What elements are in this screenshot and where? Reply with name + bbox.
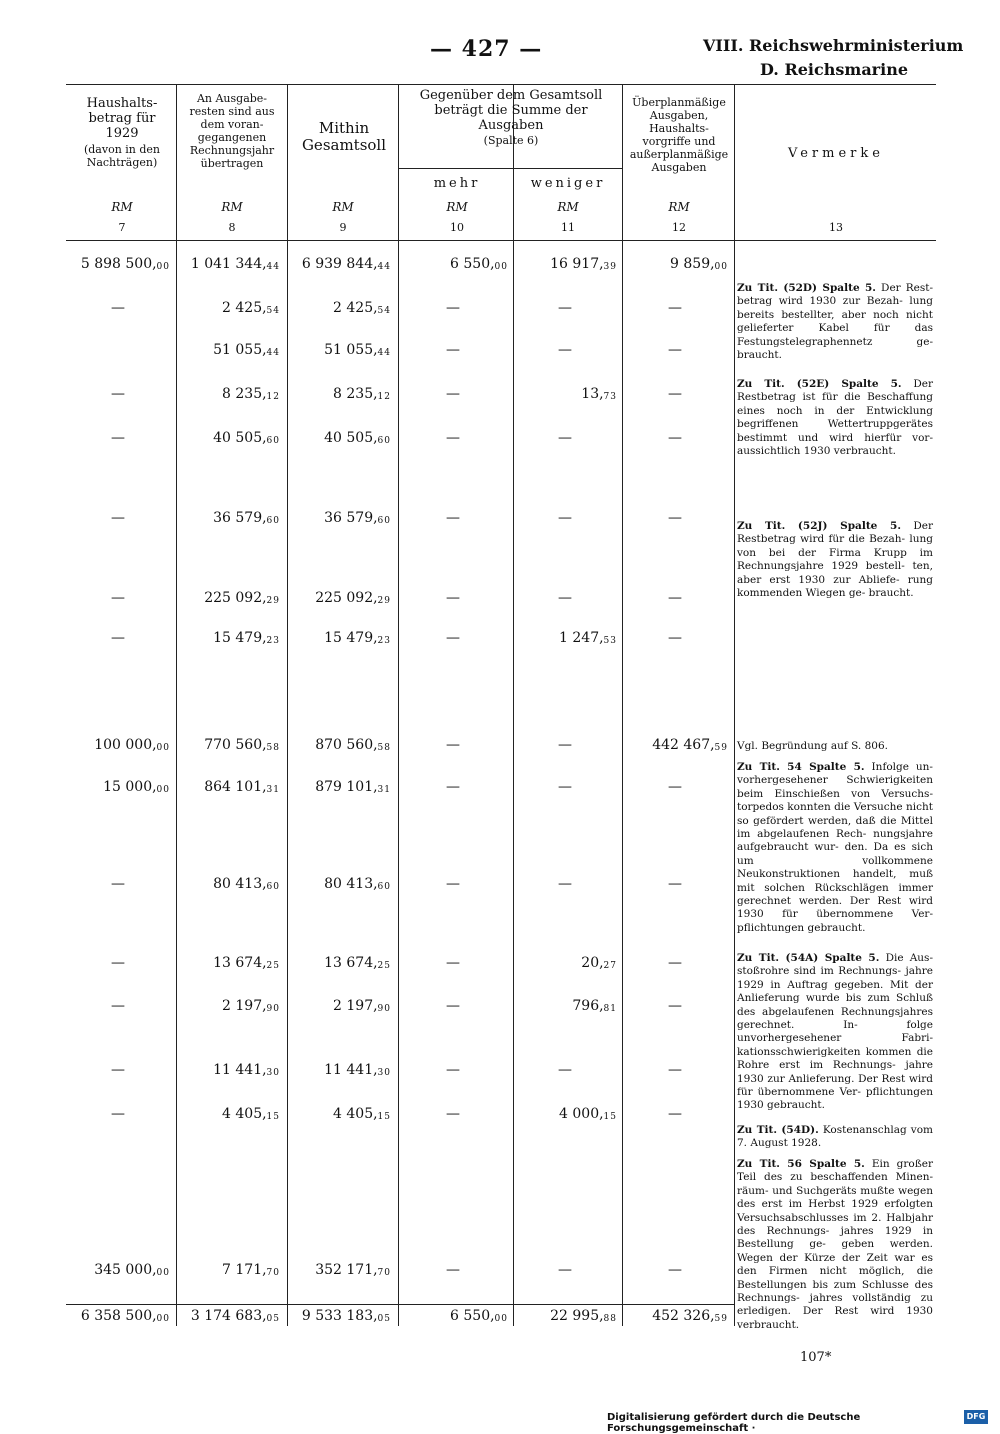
page-mark: 107* xyxy=(800,1350,832,1365)
amount-integer: 225 092, xyxy=(315,590,378,606)
amount-integer: 80 413, xyxy=(324,876,378,892)
totals-row-c8-value xyxy=(176,1308,280,1324)
unit-col8: RM xyxy=(221,200,243,214)
amount-decimals: 12 xyxy=(266,392,280,402)
amount-integer: 352 171, xyxy=(315,1262,378,1278)
table-row-c12-dash: — xyxy=(668,876,682,892)
table-row-c10-dash: — xyxy=(446,630,460,646)
table-row-c12-dash: — xyxy=(668,590,682,606)
table-row-c8-value xyxy=(176,955,280,971)
amount-decimals: 00 xyxy=(494,262,508,272)
table-row-c12-dash: — xyxy=(668,1106,682,1122)
table-row-c11-value xyxy=(513,256,617,272)
amount-decimals: 00 xyxy=(156,1314,170,1324)
table-row-c8-value xyxy=(176,779,280,795)
table-row-c11-dash: — xyxy=(558,510,572,526)
table-row-c7-dash: — xyxy=(111,590,125,606)
table-row-c11-value xyxy=(513,630,617,646)
amount-integer: 2 197, xyxy=(333,998,378,1014)
totals-row-c7-value xyxy=(66,1308,170,1324)
table-row-c11-dash: — xyxy=(558,737,572,753)
amount-decimals: 15 xyxy=(266,1112,280,1122)
amount-decimals: 88 xyxy=(603,1314,617,1324)
unit-col12: RM xyxy=(668,200,690,214)
table-row-c9-value xyxy=(287,510,391,526)
amount-integer: 4 405, xyxy=(333,1106,378,1122)
table-row-c10-dash: — xyxy=(446,737,460,753)
table-row-c11-dash: — xyxy=(558,342,572,358)
table-row-c9-value xyxy=(287,1262,391,1278)
note-item xyxy=(737,520,933,600)
amount-integer: 4 000, xyxy=(559,1106,604,1122)
header-group-sub: (Spalte 6) xyxy=(483,134,539,147)
colnum-11: 11 xyxy=(561,221,575,234)
amount-decimals: 44 xyxy=(377,348,391,358)
table-row-c8-value xyxy=(176,876,280,892)
colnum-9: 9 xyxy=(339,221,347,234)
table-row-c8-value xyxy=(176,256,280,272)
note-text: Infolge un- vorhergesehener Schwierigkeiten beim Einschießen von Versuchs- torpedos konnten die Versuche nicht so gefördert werden, daß die Mittel im abgelaufenen Rech- nungsjahre aufgebraucht wur- den. Da es sich um vollkommene Neukonstruktionen handelt, muß mit solchen Rückschlägen immer gerechnet werden. Der Rest wird 1930 für übernommene Ver- pflichtungen gebraucht. xyxy=(737,761,933,934)
table-row-c10-dash: — xyxy=(446,430,460,446)
amount-decimals: 25 xyxy=(377,961,391,971)
table-row-c11-dash: — xyxy=(558,779,572,795)
totals-row-c10-value xyxy=(398,1308,508,1324)
amount-integer: 2 197, xyxy=(222,998,267,1014)
table-row-c8-value xyxy=(176,1106,280,1122)
amount-decimals: 60 xyxy=(266,882,280,892)
table-row-c7-dash: — xyxy=(111,1106,125,1122)
note-heading: Zu Tit. (52J) Spalte 5. xyxy=(737,520,901,532)
table-row-c11-value xyxy=(513,386,617,402)
amount-integer: 80 413, xyxy=(213,876,267,892)
colnum-8: 8 xyxy=(228,221,236,234)
note-text: Der Restbetrag wird für die Bezah- lung von bei der Firma Krupp im Rechnungsjahre 1929 bestell- ten, aber erst 1930 zur Abliefe- rung kommenden Wiegen ge- braucht. xyxy=(737,520,933,600)
table-row-c7-value xyxy=(66,737,170,753)
table-row-c10-dash: — xyxy=(446,386,460,402)
table-row-c9-value xyxy=(287,430,391,446)
table-row-c10-dash: — xyxy=(446,1106,460,1122)
amount-integer: 2 425, xyxy=(222,300,267,316)
table-row-c12-dash: — xyxy=(668,300,682,316)
table-row-c10-dash: — xyxy=(446,876,460,892)
table-row-c9-value xyxy=(287,779,391,795)
amount-integer: 6 550, xyxy=(450,256,495,272)
amount-decimals: 29 xyxy=(266,596,280,606)
amount-decimals: 90 xyxy=(377,1004,391,1014)
table-row-c7-dash: — xyxy=(111,876,125,892)
amount-integer: 51 055, xyxy=(324,342,378,358)
amount-decimals: 23 xyxy=(266,636,280,646)
note-item xyxy=(737,282,933,362)
table-row-c12-dash: — xyxy=(668,630,682,646)
amount-decimals: 54 xyxy=(266,306,280,316)
table-row-c7-dash: — xyxy=(111,386,125,402)
note-text: Die Aus- stoßrohre sind im Rechnungs- jahre 1929 in Auftrag gegeben. Mit der Anlieferung wurde bis zum Schluß des abgelaufenen Rechnungsjahres gerechnet. In- folge unvorhergesehener Fabri- kationsschwierigkeiten kommen die Rohre erst im Rechnungs- jahre 1930 zur Anlieferung. Der Rest wird für übernommene Ver- pflichtungen 1930 gebraucht. xyxy=(737,952,933,1112)
amount-integer: 3 174 683, xyxy=(190,1308,267,1324)
note-text: Ein großer Teil des zu beschaffenden Minen- räum- und Suchgeräts mußte wegen des erst im Herbst 1929 erfolgten Versuchsabschlusses im 2. Halbjahr des Rechnungs- jahres 1929 in Bestellung ge- geben werden. Wegen der Kürze der Zeit war es den Firmen nicht möglich, die Bestellungen bis zum Schlusse des Rechnungs- jahres vollständig zu erledigen. Der Rest wird 1930 verbraucht. xyxy=(737,1158,933,1331)
amount-integer: 40 505, xyxy=(324,430,378,446)
note-text: Kostenanschlag vom 7. August 1928. xyxy=(737,1124,933,1150)
amount-decimals: 31 xyxy=(377,785,391,795)
table-row-c12-dash: — xyxy=(668,1262,682,1278)
table-row-c8-value xyxy=(176,300,280,316)
colnum-12: 12 xyxy=(672,221,686,234)
table-row-c7-dash: — xyxy=(111,510,125,526)
note-item xyxy=(737,952,933,1113)
unit-col7: RM xyxy=(111,200,133,214)
amount-integer: 11 441, xyxy=(324,1062,378,1078)
amount-decimals: 00 xyxy=(156,743,170,753)
table-row-c8-value xyxy=(176,998,280,1014)
amount-decimals: 15 xyxy=(377,1112,391,1122)
table-row-c9-value xyxy=(287,630,391,646)
amount-decimals: 31 xyxy=(266,785,280,795)
amount-decimals: 73 xyxy=(603,392,617,402)
unit-col10: RM xyxy=(446,200,468,214)
table-row-c11-dash: — xyxy=(558,590,572,606)
note-item xyxy=(737,740,933,753)
table-row-c9-value xyxy=(287,737,391,753)
table-row-c11-value xyxy=(513,1106,617,1122)
table-row-c12-dash: — xyxy=(668,1062,682,1078)
header-col7-sub: (davon in den Nachträgen) xyxy=(83,143,161,169)
amount-decimals: 81 xyxy=(603,1004,617,1014)
header-bottom-rule xyxy=(66,240,936,241)
amount-integer: 40 505, xyxy=(213,430,267,446)
amount-integer: 5 898 500, xyxy=(80,256,157,272)
table-row-c8-value xyxy=(176,1262,280,1278)
amount-integer: 15 000, xyxy=(103,779,157,795)
amount-integer: 13, xyxy=(581,386,604,402)
table-row-c8-value xyxy=(176,630,280,646)
amount-decimals: 00 xyxy=(156,785,170,795)
amount-decimals: 30 xyxy=(377,1068,391,1078)
table-row-c8-value xyxy=(176,1062,280,1078)
table-row-c7-dash: — xyxy=(111,300,125,316)
table-row-c10-dash: — xyxy=(446,300,460,316)
header-col11: weniger xyxy=(530,176,606,191)
table-row-c8-value xyxy=(176,386,280,402)
amount-integer: 864 101, xyxy=(204,779,267,795)
table-row-c11-dash: — xyxy=(558,300,572,316)
amount-integer: 6 358 500, xyxy=(80,1308,157,1324)
amount-integer: 8 235, xyxy=(333,386,378,402)
amount-decimals: 29 xyxy=(377,596,391,606)
dfg-logo: DFG xyxy=(964,1410,988,1424)
note-item xyxy=(737,1124,933,1151)
amount-integer: 15 479, xyxy=(213,630,267,646)
table-row-c7-value xyxy=(66,779,170,795)
table-row-c10-dash: — xyxy=(446,779,460,795)
amount-integer: 4 405, xyxy=(222,1106,267,1122)
table-top-rule xyxy=(66,84,936,85)
amount-decimals: 00 xyxy=(494,1314,508,1324)
table-row-c11-value xyxy=(513,998,617,1014)
amount-integer: 13 674, xyxy=(213,955,267,971)
subsection-title: D. Reichsmarine xyxy=(760,60,908,79)
amount-integer: 100 000, xyxy=(94,737,157,753)
table-row-c9-value xyxy=(287,342,391,358)
amount-decimals: 59 xyxy=(714,1314,728,1324)
note-heading: Zu Tit. (52D) Spalte 5. xyxy=(737,282,876,294)
table-row-c12-dash: — xyxy=(668,430,682,446)
header-group-label: Gegenüber dem Gesamtsoll beträgt die Summe der Ausgaben xyxy=(419,88,603,133)
amount-integer: 36 579, xyxy=(324,510,378,526)
amount-decimals: 60 xyxy=(377,436,391,446)
table-row-c12-value xyxy=(622,256,728,272)
amount-integer: 2 425, xyxy=(333,300,378,316)
amount-decimals: 58 xyxy=(266,743,280,753)
amount-decimals: 30 xyxy=(266,1068,280,1078)
amount-decimals: 70 xyxy=(266,1268,280,1278)
table-row-c10-dash: — xyxy=(446,998,460,1014)
header-col12: Überplanmäßige Ausgaben, Haushalts- vorgriffe und außerplanmäßige Ausgaben xyxy=(629,96,729,174)
amount-decimals: 00 xyxy=(714,262,728,272)
note-item xyxy=(737,378,933,458)
page-number: — 427 — xyxy=(430,36,543,62)
table-row-c12-value xyxy=(622,737,728,753)
table-row-c11-dash: — xyxy=(558,876,572,892)
amount-decimals: 60 xyxy=(377,516,391,526)
table-row-c10-dash: — xyxy=(446,342,460,358)
amount-decimals: 58 xyxy=(377,743,391,753)
amount-integer: 16 917, xyxy=(550,256,604,272)
unit-col9: RM xyxy=(332,200,354,214)
amount-decimals: 60 xyxy=(266,436,280,446)
totals-rule xyxy=(66,1304,734,1305)
amount-integer: 225 092, xyxy=(204,590,267,606)
table-row-c9-value xyxy=(287,590,391,606)
amount-decimals: 00 xyxy=(156,262,170,272)
note-item xyxy=(737,761,933,935)
amount-integer: 1 247, xyxy=(559,630,604,646)
note-heading: Zu Tit. (54D). xyxy=(737,1124,819,1136)
amount-decimals: 15 xyxy=(603,1112,617,1122)
header-col7 xyxy=(70,96,174,169)
unit-col11: RM xyxy=(557,200,579,214)
table-row-c10-dash: — xyxy=(446,1062,460,1078)
amount-integer: 870 560, xyxy=(315,737,378,753)
header-col7-label: Haushalts- betrag für 1929 xyxy=(86,96,158,141)
table-row-c7-dash: — xyxy=(111,630,125,646)
colnum-10: 10 xyxy=(450,221,464,234)
amount-decimals: 54 xyxy=(377,306,391,316)
table-row-c9-value xyxy=(287,998,391,1014)
header-col13: Vermerke xyxy=(788,146,884,161)
table-row-c11-dash: — xyxy=(558,1262,572,1278)
amount-decimals: 05 xyxy=(266,1314,280,1324)
amount-decimals: 90 xyxy=(266,1004,280,1014)
amount-integer: 22 995, xyxy=(550,1308,604,1324)
table-row-c12-dash: — xyxy=(668,386,682,402)
amount-integer: 15 479, xyxy=(324,630,378,646)
table-row-c9-value xyxy=(287,876,391,892)
group-rule xyxy=(398,168,622,169)
table-row-c11-dash: — xyxy=(558,430,572,446)
column-divider xyxy=(734,84,735,1326)
amount-integer: 452 326, xyxy=(652,1308,715,1324)
totals-row-c12-value xyxy=(622,1308,728,1324)
table-row-c9-value xyxy=(287,256,391,272)
amount-integer: 770 560, xyxy=(204,737,267,753)
amount-decimals: 25 xyxy=(266,961,280,971)
table-row-c9-value xyxy=(287,955,391,971)
table-row-c10-dash: — xyxy=(446,1262,460,1278)
amount-integer: 796, xyxy=(572,998,604,1014)
amount-integer: 345 000, xyxy=(94,1262,157,1278)
amount-decimals: 23 xyxy=(377,636,391,646)
amount-integer: 879 101, xyxy=(315,779,378,795)
amount-decimals: 53 xyxy=(603,636,617,646)
amount-integer: 9 533 183, xyxy=(301,1308,378,1324)
table-row-c8-value xyxy=(176,510,280,526)
table-row-c7-dash: — xyxy=(111,955,125,971)
table-row-c11-dash: — xyxy=(558,1062,572,1078)
table-row-c9-value xyxy=(287,386,391,402)
table-row-c8-value xyxy=(176,590,280,606)
table-row-c11-value xyxy=(513,955,617,971)
table-row-c7-dash: — xyxy=(111,1062,125,1078)
colnum-13: 13 xyxy=(829,221,843,234)
table-row-c9-value xyxy=(287,1062,391,1078)
amount-integer: 6 550, xyxy=(450,1308,495,1324)
table-row-c9-value xyxy=(287,300,391,316)
table-row-c10-value xyxy=(398,256,508,272)
note-heading: Zu Tit. (52E) Spalte 5. xyxy=(737,378,902,390)
table-row-c7-dash: — xyxy=(111,998,125,1014)
header-col8: An Ausgabe- resten sind aus dem voran- gegangenen Rechnungsjahr übertragen xyxy=(189,92,275,170)
amount-integer: 6 939 844, xyxy=(301,256,378,272)
amount-integer: 20, xyxy=(581,955,604,971)
amount-decimals: 39 xyxy=(603,262,617,272)
note-text: Der Restbetrag ist für die Beschaffung eines noch in der Entwicklung begriffenen Wettertruppgerätes bestimmt und wird hierfür vor- aussichtlich 1930 verbraucht. xyxy=(737,378,933,458)
header-group xyxy=(402,88,620,148)
table-row-c12-dash: — xyxy=(668,998,682,1014)
amount-integer: 9 859, xyxy=(670,256,715,272)
header-col10: mehr xyxy=(433,176,481,191)
table-row-c12-dash: — xyxy=(668,342,682,358)
note-item xyxy=(737,1158,933,1332)
table-row-c7-value xyxy=(66,256,170,272)
table-row-c12-dash: — xyxy=(668,510,682,526)
table-row-c7-value xyxy=(66,1262,170,1278)
note-text: Der Rest- betrag wird 1930 zur Bezah- lung bereits bestellter, aber noch nicht gelieferter Kabel für das Festungstelegraphennetz ge- braucht. xyxy=(737,282,934,362)
amount-decimals: 44 xyxy=(266,262,280,272)
header-col9: Mithin Gesamtsoll xyxy=(301,119,387,154)
table-row-c7-dash: — xyxy=(111,430,125,446)
amount-decimals: 59 xyxy=(714,743,728,753)
table-row-c10-dash: — xyxy=(446,590,460,606)
totals-row-c11-value xyxy=(513,1308,617,1324)
table-row-c10-dash: — xyxy=(446,955,460,971)
amount-decimals: 44 xyxy=(266,348,280,358)
amount-decimals: 27 xyxy=(603,961,617,971)
amount-integer: 1 041 344, xyxy=(190,256,267,272)
table-row-c12-dash: — xyxy=(668,955,682,971)
table-row-c8-value xyxy=(176,737,280,753)
amount-decimals: 00 xyxy=(156,1268,170,1278)
table-row-c8-value xyxy=(176,430,280,446)
note-heading: Zu Tit. 56 Spalte 5. xyxy=(737,1158,865,1170)
amount-decimals: 44 xyxy=(377,262,391,272)
amount-integer: 7 171, xyxy=(222,1262,267,1278)
digitization-credit: Digitalisierung gefördert durch die Deutsche Forschungsgemeinschaft · xyxy=(607,1412,861,1434)
amount-decimals: 60 xyxy=(266,516,280,526)
amount-decimals: 05 xyxy=(377,1314,391,1324)
note-heading: Zu Tit. (54A) Spalte 5. xyxy=(737,952,880,964)
amount-integer: 51 055, xyxy=(213,342,267,358)
note-text: Vgl. Begründung auf S. 806. xyxy=(737,740,888,752)
colnum-7: 7 xyxy=(118,221,126,234)
amount-integer: 442 467, xyxy=(652,737,715,753)
amount-integer: 8 235, xyxy=(222,386,267,402)
table-row-c9-value xyxy=(287,1106,391,1122)
table-row-c10-dash: — xyxy=(446,510,460,526)
table-row-c8-value xyxy=(176,342,280,358)
section-title: VIII. Reichswehrministerium xyxy=(703,36,964,55)
amount-decimals: 70 xyxy=(377,1268,391,1278)
amount-integer: 36 579, xyxy=(213,510,267,526)
note-heading: Zu Tit. 54 Spalte 5. xyxy=(737,761,865,773)
table-row-c12-dash: — xyxy=(668,779,682,795)
amount-decimals: 60 xyxy=(377,882,391,892)
amount-integer: 11 441, xyxy=(213,1062,267,1078)
amount-integer: 13 674, xyxy=(324,955,378,971)
totals-row-c9-value xyxy=(287,1308,391,1324)
amount-decimals: 12 xyxy=(377,392,391,402)
